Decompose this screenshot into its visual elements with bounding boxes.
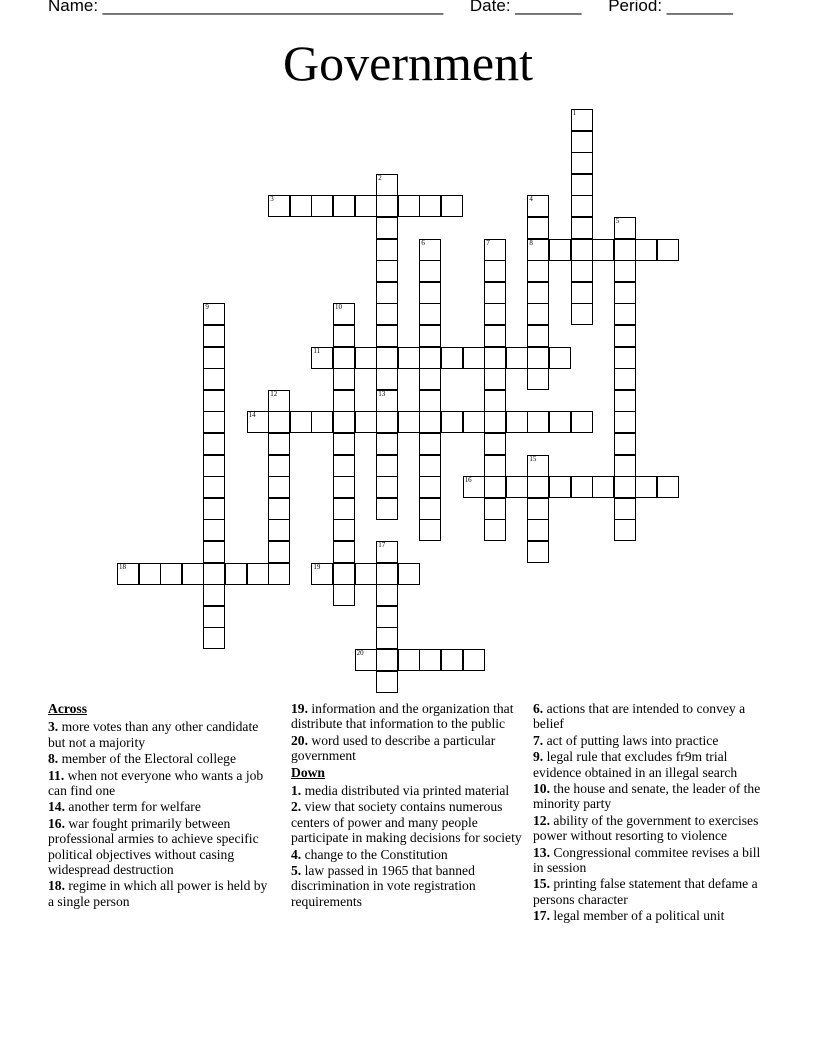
clue-text: word used to describe a particular government (291, 732, 496, 764)
crossword-cell[interactable] (484, 390, 506, 412)
crossword-cell[interactable] (225, 563, 247, 585)
clue-text: actions that are intended to convey a belief (533, 701, 746, 732)
clue-number: 3. (48, 719, 59, 735)
clue-down-6 (533, 701, 765, 732)
clue-text: law passed in 1965 that banned discrimination in vote registration requirements (291, 863, 476, 909)
crossword-cell[interactable] (571, 131, 593, 153)
clue-number-label: 5 (615, 217, 620, 225)
crossword-cell[interactable] (571, 260, 593, 282)
crossword-cell[interactable] (376, 260, 398, 282)
clue-down-4 (291, 847, 527, 862)
crossword-cell[interactable] (376, 627, 398, 649)
clue-number: 12. (533, 812, 550, 828)
crossword-cell[interactable] (419, 519, 441, 541)
crossword-cell[interactable] (635, 476, 657, 498)
crossword-cell[interactable] (614, 239, 636, 261)
crossword-cell[interactable] (333, 476, 355, 498)
crossword-cell[interactable] (419, 476, 441, 498)
crossword-cell[interactable] (376, 195, 398, 217)
clue-text: change to the Constitution (304, 846, 448, 862)
crossword-cell[interactable] (419, 411, 441, 433)
crossword-cell[interactable] (527, 519, 549, 541)
clue-number-label: 16 (464, 476, 472, 485)
clue-text: when not everyone who wants a job can find one (48, 767, 264, 799)
crossword-cell[interactable] (527, 303, 549, 325)
crossword-cell[interactable] (333, 563, 355, 585)
clue-number-label: 17 (378, 541, 386, 549)
clue-down-13 (533, 845, 765, 876)
crossword-cell[interactable] (614, 368, 636, 390)
crossword-cell[interactable] (419, 368, 441, 390)
clue-down-17 (533, 908, 765, 923)
clue-number: 13. (533, 844, 550, 860)
crossword-cell[interactable] (614, 325, 636, 347)
clue-number-label: 14 (248, 411, 256, 420)
crossword-cell[interactable] (506, 476, 528, 498)
crossword-cell[interactable] (484, 260, 506, 282)
crossword-cell[interactable] (268, 541, 290, 563)
clue-column-2 (291, 701, 527, 910)
clue-text: printing false statement that defame a persons character (533, 876, 758, 907)
crossword-cell[interactable] (398, 347, 420, 369)
crossword-cell[interactable] (376, 174, 398, 196)
clue-across-3 (48, 719, 274, 750)
crossword-cell[interactable] (376, 325, 398, 347)
clue-down-12 (533, 813, 765, 844)
clue-number-label: 2 (378, 173, 382, 182)
crossword-cell[interactable] (203, 433, 225, 455)
crossword-cell[interactable] (614, 519, 636, 541)
crossword-cell[interactable] (376, 368, 398, 390)
crossword-cell[interactable] (268, 390, 290, 412)
crossword-cell[interactable] (203, 303, 225, 325)
clue-text: regime in which all power is held by a single person (48, 878, 268, 909)
crossword-cell[interactable] (571, 282, 593, 304)
crossword-cell[interactable] (571, 411, 593, 433)
crossword-cell[interactable] (419, 195, 441, 217)
crossword-cell[interactable] (527, 282, 549, 304)
crossword-cell[interactable] (268, 563, 290, 585)
clue-number: 17. (533, 908, 550, 924)
crossword-cell[interactable] (419, 325, 441, 347)
clue-number: 2. (291, 799, 302, 815)
crossword-cell[interactable] (463, 411, 485, 433)
crossword-cell[interactable] (527, 411, 549, 433)
crossword-cell[interactable] (376, 411, 398, 433)
clue-text: war fought primarily between professional armies to achieve specific political objectives without casing widespread destruction (48, 815, 259, 878)
crossword-cell[interactable] (203, 584, 225, 606)
crossword-cell[interactable] (527, 368, 549, 390)
crossword-cell[interactable] (614, 498, 636, 520)
crossword-cell[interactable] (160, 563, 182, 585)
crossword-cell[interactable] (484, 519, 506, 541)
crossword-cell[interactable] (333, 411, 355, 433)
clue-text: the house and senate, the leader of the minority party (533, 781, 761, 812)
clue-number: 7. (533, 732, 544, 748)
clue-number-label: 20 (356, 649, 364, 657)
crossword-cell[interactable] (549, 476, 571, 498)
crossword-cell[interactable] (398, 563, 420, 585)
crossword-cell[interactable] (614, 282, 636, 304)
crossword-cell[interactable] (463, 649, 485, 671)
crossword-cell[interactable] (419, 347, 441, 369)
crossword-cell[interactable] (484, 325, 506, 347)
crossword-cell[interactable] (419, 390, 441, 412)
crossword-cell[interactable] (333, 519, 355, 541)
clue-number-label: 4 (529, 195, 533, 204)
crossword-cell[interactable] (441, 347, 463, 369)
crossword-cell[interactable] (376, 347, 398, 369)
crossword-cell[interactable] (333, 584, 355, 606)
crossword-cell[interactable] (333, 498, 355, 520)
clue-number: 14. (48, 799, 65, 815)
crossword-cell[interactable] (657, 476, 679, 498)
clue-across-14 (48, 799, 274, 814)
crossword-cell[interactable] (506, 411, 528, 433)
crossword-cell[interactable] (203, 498, 225, 520)
crossword-cell[interactable] (527, 498, 549, 520)
clue-number-label: 18 (119, 562, 126, 571)
crossword-cell[interactable] (484, 347, 506, 369)
crossword-cell[interactable] (527, 217, 549, 239)
crossword-cell[interactable] (268, 476, 290, 498)
crossword-cell[interactable] (571, 239, 593, 261)
clue-text: information and the organization that distribute that information to the public (291, 701, 514, 732)
clue-number-label: 15 (529, 454, 537, 463)
across-heading: Across (48, 701, 88, 716)
crossword-cell[interactable] (376, 239, 398, 261)
crossword-cell[interactable] (203, 455, 225, 477)
crossword-cell[interactable] (614, 260, 636, 282)
crossword-cell[interactable] (355, 347, 377, 369)
crossword-cell[interactable] (268, 455, 290, 477)
crossword-cell[interactable] (203, 606, 225, 628)
clue-down-10 (533, 781, 765, 812)
crossword-cell[interactable] (592, 476, 614, 498)
clue-number: 15. (533, 876, 550, 892)
crossword-cell[interactable] (333, 195, 355, 217)
clue-column-1 (48, 701, 274, 910)
crossword-cell[interactable] (268, 411, 290, 433)
crossword-cell[interactable] (527, 347, 549, 369)
crossword-cell[interactable] (203, 476, 225, 498)
crossword-cell[interactable] (376, 649, 398, 671)
crossword-cell[interactable] (614, 217, 636, 239)
clue-across-8 (48, 751, 274, 766)
crossword-cell[interactable] (333, 390, 355, 412)
crossword-cell[interactable] (376, 433, 398, 455)
clue-number-label: 8 (529, 238, 533, 247)
crossword-cell[interactable] (247, 411, 269, 433)
crossword-cell[interactable] (571, 109, 593, 131)
crossword-cell[interactable] (203, 347, 225, 369)
clue-text: ability of the government to exercises power without resorting to violence (533, 812, 759, 844)
crossword-cell[interactable] (614, 455, 636, 477)
crossword-cell[interactable] (355, 649, 377, 671)
clue-number-label: 6 (421, 238, 425, 247)
crossword-cell[interactable] (549, 411, 571, 433)
clue-across-18 (48, 878, 274, 909)
crossword-cell[interactable] (376, 217, 398, 239)
crossword-cell[interactable] (376, 498, 398, 520)
crossword-cell[interactable] (355, 411, 377, 433)
crossword-cell[interactable] (203, 519, 225, 541)
crossword-cell[interactable] (484, 239, 506, 261)
crossword-cell[interactable] (333, 368, 355, 390)
crossword-cell[interactable] (333, 433, 355, 455)
crossword-cell[interactable] (484, 498, 506, 520)
crossword-cell[interactable] (398, 649, 420, 671)
crossword-cell[interactable] (182, 563, 204, 585)
crossword-cell[interactable] (484, 303, 506, 325)
clue-across-20 (291, 733, 527, 764)
clue-down-7 (533, 733, 765, 748)
clue-number: 19. (291, 701, 308, 716)
crossword-cell[interactable] (484, 282, 506, 304)
crossword-cell[interactable] (635, 239, 657, 261)
crossword-cell[interactable] (376, 476, 398, 498)
crossword-cell[interactable] (571, 303, 593, 325)
crossword-cell[interactable] (311, 347, 333, 369)
crossword-cell[interactable] (268, 195, 290, 217)
crossword-cell[interactable] (592, 239, 614, 261)
crossword-cell[interactable] (527, 325, 549, 347)
clue-number: 10. (533, 781, 550, 797)
crossword-cell[interactable] (614, 433, 636, 455)
clue-number: 20. (291, 732, 308, 748)
crossword-cell[interactable] (419, 498, 441, 520)
crossword-cell[interactable] (419, 282, 441, 304)
crossword-cell[interactable] (527, 541, 549, 563)
crossword-cell[interactable] (527, 195, 549, 217)
crossword-cell[interactable] (376, 563, 398, 585)
clue-text: another term for welfare (68, 799, 201, 815)
crossword-cell[interactable] (290, 411, 312, 433)
crossword-cell[interactable] (333, 455, 355, 477)
clue-text: more votes than any other candidate but not a majority (48, 719, 259, 750)
clue-column-3 (533, 701, 765, 925)
crossword-cell[interactable] (419, 433, 441, 455)
clue-number-label: 7 (486, 238, 490, 247)
clue-text: act of putting laws into practice (546, 732, 719, 748)
crossword-cell[interactable] (571, 152, 593, 174)
crossword-cell[interactable] (268, 498, 290, 520)
clue-text: legal rule that excludes fr9m trial evidence obtained in an illegal search (533, 749, 738, 780)
crossword-cell[interactable] (268, 519, 290, 541)
clue-number: 1. (291, 783, 302, 799)
down-heading: Down (291, 764, 325, 780)
clue-number-label: 10 (335, 303, 342, 312)
clue-across-11 (48, 768, 274, 799)
crossword-cell[interactable] (203, 411, 225, 433)
clue-number: 5. (291, 863, 302, 879)
crossword-cell[interactable] (419, 649, 441, 671)
crossword-cell[interactable] (311, 195, 333, 217)
clue-across-19 (291, 701, 527, 732)
clue-number: 11. (48, 767, 65, 783)
clue-number-label: 19 (313, 562, 321, 571)
clue-number: 16. (48, 815, 65, 831)
clue-number-label: 9 (205, 303, 209, 312)
clue-number-label: 1 (572, 109, 577, 117)
crossword-cell[interactable] (333, 325, 355, 347)
clue-number-label: 13 (378, 389, 386, 398)
crossword-cell[interactable] (311, 411, 333, 433)
crossword-cell[interactable] (484, 368, 506, 390)
crossword-cell[interactable] (290, 195, 312, 217)
crossword-cell[interactable] (549, 347, 571, 369)
crossword-cell[interactable] (139, 563, 161, 585)
crossword-cell[interactable] (527, 260, 549, 282)
clue-number: 6. (533, 701, 544, 716)
crossword-cell[interactable] (203, 627, 225, 649)
crossword-cell[interactable] (203, 368, 225, 390)
crossword-cell[interactable] (484, 476, 506, 498)
crossword-cell[interactable] (441, 649, 463, 671)
crossword-cell[interactable] (527, 455, 549, 477)
crossword-cell[interactable] (527, 476, 549, 498)
clue-number-label: 12 (270, 389, 278, 398)
clue-number: 18. (48, 878, 65, 894)
date-field-label[interactable]: Date: _______ (469, 0, 582, 15)
clue-number: 8. (48, 751, 59, 767)
crossword-cell[interactable] (376, 671, 398, 693)
crossword-cell[interactable] (441, 195, 463, 217)
page-title: Government (283, 35, 533, 91)
crossword-cell[interactable] (614, 476, 636, 498)
clue-down-9 (533, 749, 765, 780)
crossword-cell[interactable] (333, 303, 355, 325)
crossword-cell[interactable] (376, 541, 398, 563)
crossword-cell[interactable] (571, 476, 593, 498)
crossword-cell[interactable] (571, 174, 593, 196)
clue-down-1 (291, 783, 527, 798)
crossword-cell[interactable] (376, 584, 398, 606)
crossword-cell[interactable] (398, 411, 420, 433)
crossword-cell[interactable] (484, 433, 506, 455)
crossword-cell[interactable] (376, 282, 398, 304)
clue-number: 9. (533, 749, 544, 765)
crossword-cell[interactable] (419, 260, 441, 282)
crossword-cell[interactable] (549, 239, 571, 261)
crossword-cell[interactable] (419, 303, 441, 325)
crossword-cell[interactable] (614, 347, 636, 369)
crossword-cell[interactable] (376, 303, 398, 325)
clue-number-label: 3 (270, 195, 274, 204)
crossword-cell[interactable] (203, 390, 225, 412)
crossword-cell[interactable] (355, 563, 377, 585)
crossword-cell[interactable] (506, 347, 528, 369)
clue-text: Congressional commitee revises a bill in session (533, 844, 761, 876)
crossword-cell[interactable] (419, 455, 441, 477)
crossword-cell[interactable] (419, 239, 441, 261)
crossword-cell[interactable] (463, 476, 485, 498)
clue-down-2 (291, 799, 527, 845)
clue-text: view that society contains numerous centers of power and many people participate in making decisions for society (291, 799, 522, 846)
crossword-cell[interactable] (463, 347, 485, 369)
name-field-label[interactable]: Name: ____________________________________ (48, 0, 444, 15)
crossword-cell[interactable] (614, 303, 636, 325)
crossword-cell[interactable] (376, 606, 398, 628)
clue-text: member of the Electoral college (61, 751, 236, 767)
clue-number: 4. (291, 846, 302, 862)
crossword-cell[interactable] (614, 390, 636, 412)
crossword-cell[interactable] (203, 563, 225, 585)
crossword-cell[interactable] (203, 325, 225, 347)
crossword-cell[interactable] (484, 411, 506, 433)
crossword-cell[interactable] (203, 541, 225, 563)
clue-across-16 (48, 816, 274, 878)
crossword-cell[interactable] (527, 239, 549, 261)
crossword-cell[interactable] (376, 455, 398, 477)
crossword-cell[interactable] (398, 195, 420, 217)
crossword-cell[interactable] (311, 563, 333, 585)
crossword-cell[interactable] (247, 563, 269, 585)
clue-down-5 (291, 863, 527, 909)
crossword-cell[interactable] (614, 411, 636, 433)
crossword-cell[interactable] (571, 195, 593, 217)
crossword-cell[interactable] (333, 541, 355, 563)
clue-down-15 (533, 876, 765, 907)
clue-text: legal member of a political unit (553, 908, 725, 924)
crossword-cell[interactable] (117, 563, 139, 585)
crossword-cell[interactable] (484, 455, 506, 477)
crossword-cell[interactable] (657, 239, 679, 261)
crossword-cell[interactable] (376, 390, 398, 412)
clue-number-label: 11 (313, 346, 321, 355)
crossword-cell[interactable] (333, 347, 355, 369)
crossword-cell[interactable] (355, 195, 377, 217)
crossword-cell[interactable] (268, 433, 290, 455)
crossword-cell[interactable] (571, 217, 593, 239)
clue-text: media distributed via printed material (304, 783, 510, 799)
crossword-cell[interactable] (441, 411, 463, 433)
period-field-label[interactable]: Period: _______ (608, 0, 733, 15)
